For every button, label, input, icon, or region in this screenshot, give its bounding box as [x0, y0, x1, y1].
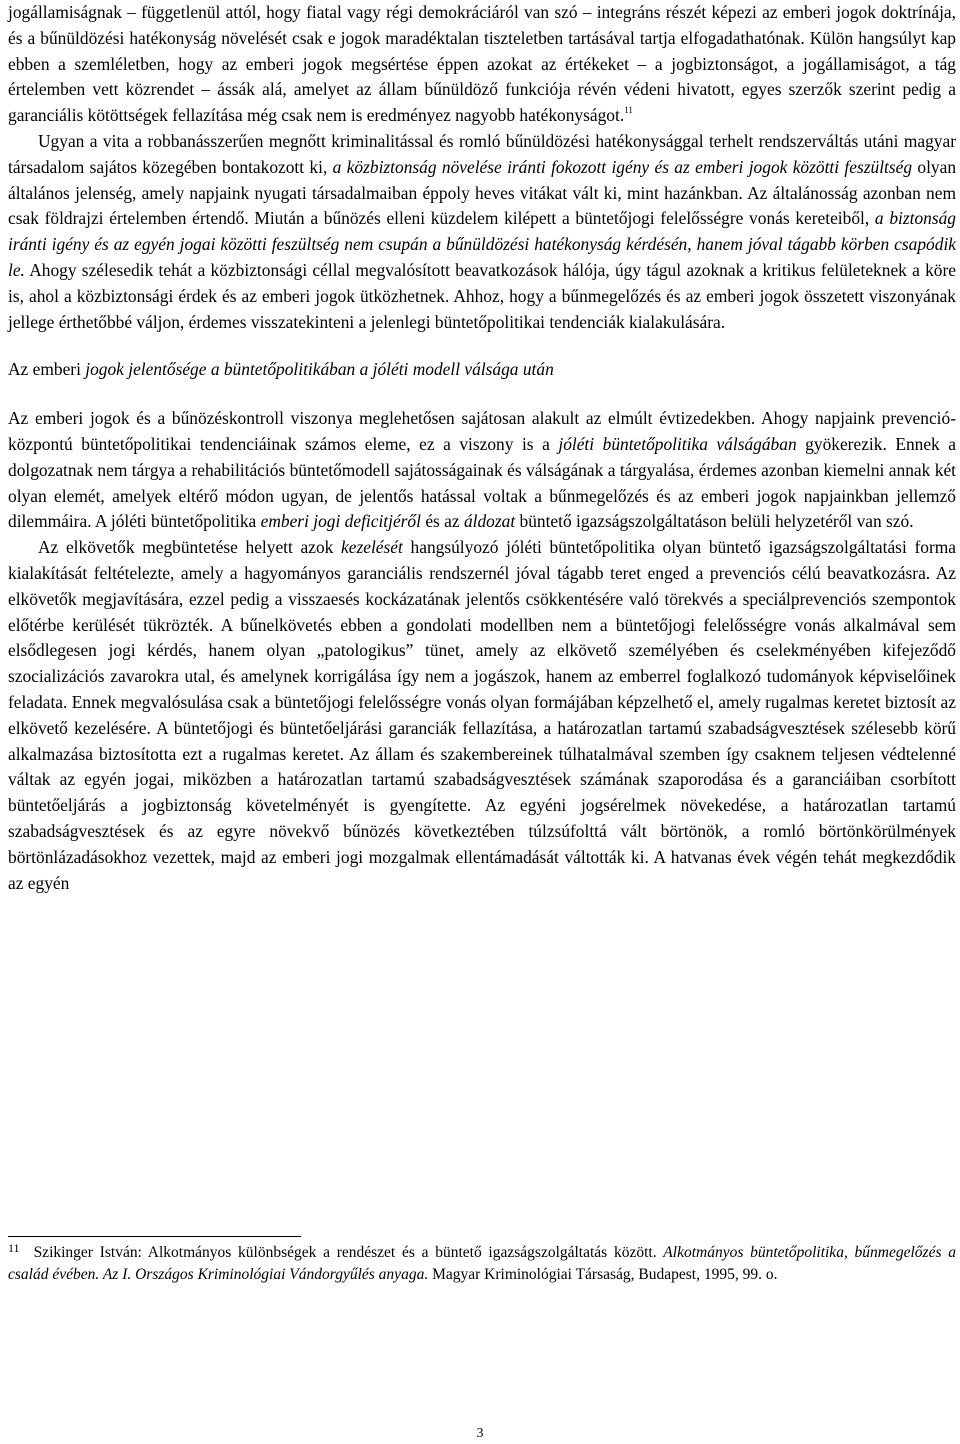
- footnote-reference[interactable]: 11: [624, 105, 633, 116]
- emphasis-text: a biztonság iránti igény és az egyén jogai közötti feszültség nem csupán a bűnüldözési hatékonyság kérdésén, hanem jóval tágabb körben csapódik le.: [8, 208, 956, 280]
- emphasis-text: áldozat: [463, 511, 516, 532]
- section-heading: [8, 357, 956, 383]
- footnote-title: Alkotmányos büntetőpolitika, bűnmegelőzés a család évében. Az I. Országos Kriminológiai Vándorgyűlés anyaga.: [8, 1244, 956, 1283]
- page-number: 3: [476, 1426, 484, 1441]
- heading-emphasis: jogok jelentősége a büntetőpolitikában a jóléti modell válsága után: [85, 359, 554, 380]
- paragraph-text: Az elkövetők megbüntetése helyett azok: [38, 537, 342, 558]
- paragraph-text: Ugyan a vita a robbanásszerűen megnőtt kriminalitással és romló bűnüldözési hatékonysággal terhelt rendszerváltás utáni magyar társadalom sajátos közegében bontakozott ki,: [8, 130, 956, 177]
- paragraph-text: gyökerezik. Ennek a dolgozatnak nem tárgya a rehabilitációs büntetőmodell sajátosságainak és válságának a tárgyalása, érdemes azonban kiemelni annak két olyan elemét, amelyek eltérő módon ugyan, de jelentős hatással voltak a bűnmegelőzés és az emberi jogok napjainkban jellemző dilemmáira. A jóléti büntetőpolitika: [8, 433, 956, 532]
- paragraph-text: jogállamiságnak – függetlenül attól, hogy fiatal vagy régi demokráciáról van szó – integráns részét képezi az emberi jogok doktrínája, és a bűnüldözési hatékonyság növelését csak e jogok maradéktalan tiszteletben tartásával tartja elfogadathatónak. Külön hangsúlyt kap ebben a szemléletben, hogy az emberi jogok megsértése éppen azokat az értékeket – a jogbiztonságot, a jogállamiságot, a tág értelemben vett közrendet – ássák alá, amelyet az állam bűnüldöző funkciója révén védeni hivatott, egyes szerzők szerint pedig a garanciális kötöttségek fellazítása még csak nem is eredményez nagyobb hatékonyságot.: [8, 2, 956, 126]
- heading-text: Az emberi: [8, 359, 86, 380]
- emphasis-text: jóléti büntetőpolitika válságában: [558, 433, 797, 454]
- body-text: [8, 0, 956, 896]
- emphasis-text: emberi jogi deficitjéről: [260, 511, 421, 532]
- paragraph-text: Az emberi jogok és a bűnözéskontroll viszonya meglehetősen sajátosan alakult az elmúlt évtizedekben. Ahogy napjaink prevenció-központú büntetőpolitikai tendenciáinak számos eleme, ez a viszony is a: [8, 408, 956, 454]
- footnote-number: 11: [8, 1241, 20, 1255]
- paragraph-text: Ahogy szélesedik tehát a közbiztonsági céllal megvalósított beavatkozások hálója, úgy tágul azoknak a kritikus felületeknek a köre is, ahol a közbiztonsági érdek és az emberi jogok ütközhetnek. Ahhoz, hogy a bűnmegelőzés és az emberi jogok összetett viszonyának jellege érthetőbbé váljon, érdemes visszatekinteni a jelenlegi büntetőpolitikai tendenciák kialakulására.: [8, 259, 956, 332]
- paragraph-text: büntető igazságszolgáltatáson belüli helyzetéről van szó.: [515, 511, 914, 532]
- paragraph-continuation: [8, 0, 956, 129]
- emphasis-text: kezelését: [341, 537, 403, 558]
- paragraph-text: olyan általános jelenség, amely napjaink nyugati társadalmaiban éppoly heves vitákat vált ki, mint hazánkban. Az általánosság azonban nem csak földrajzi értelemben értendő. Miután a bűnözés elleni küzdelem kilépett a büntetőjogi felelősségre vonás kereteiből,: [8, 156, 957, 229]
- paragraph-text: hangsúlyozó jóléti büntetőpolitika olyan büntető igazságszolgáltatási forma kialakítását feltételezte, amely a hagyományos garanciális rendszernél jóval tágabb teret enged a prevenciós célú beavatkozásra. Az elkövetők megjavítására, ezzel pedig a visszaesés kockázatának jelentős csökkentésére való törekvés a speciálprevenciós szempontok előtérbe kerülését tükrözték. A bűnelkövetés ebben a gondolati modellben nem a büntetőjogi felelősségre vonás alkalmával sem elsődlegesen jogi kérdés, hanem olyan „patologikus” tünet, amely az elkövető személyében és cselekményében kifejeződő szocializációs zavarokra utal, és amelynek korrigálása így nem a jogászok, hanem az emberrel foglalkozó tudományok képviselőinek feladata. Ennek megvalósulása csak a büntetőjogi felelősségre vonás olyan formájában képzelhető el, amely rugalmas keretet biztosít az elkövető kezelésére. A büntetőjogi és büntetőeljárási garanciák fellazítása, a határozatlan tartamú szabadságvesztések szélesebb körű alkalmazása biztosította ezt a rugalmas keretet. Az állam és szakembereinek túlhatalmával szemben így csaknem teljesen védtelenné váltak az egyén jogai, miközben a határozatlan tartamú szabadságvesztések számának szaporodása és a garanciáiban csorbított büntetőeljárás a jogbiztonság követelményét is gyengítette. Az egyéni jogsérelmek növekedése, a határozatlan tartamú szabadságvesztések és az egyre növekvő bűnözés következtében túlzsúfolttá vált börtönök, a romló börtönkörülmények börtönlázadásokhoz vezettek, majd az emberi jogi mozgalmak ellentámadását váltották ki. A hatvanas évek végén tehát megkezdődik az egyén: [8, 537, 956, 893]
- footnote-text: Szikinger István: Alkotmányos különbségek a rendészet és a büntető igazságszolgáltatás között.: [33, 1244, 664, 1261]
- footnote: [8, 1242, 956, 1286]
- paragraph: [8, 129, 956, 335]
- footnote-separator: [8, 1236, 301, 1237]
- paragraph-text: és az: [420, 511, 464, 532]
- paragraph: [8, 535, 956, 896]
- footnote-text: Magyar Kriminológiai Társaság, Budapest, 1995, 99. o.: [428, 1266, 778, 1283]
- paragraph: [8, 406, 956, 535]
- emphasis-text: a közbiztonság növelése iránti fokozott igény és az emberi jogok közötti feszültség: [332, 156, 913, 177]
